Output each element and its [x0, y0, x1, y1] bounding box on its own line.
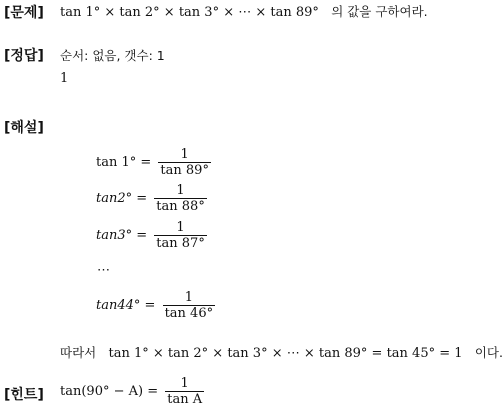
solution-line-2-lhs: tan2° = [96, 191, 148, 206]
solution-line-2-fraction [154, 183, 207, 214]
solution-line-1-lhs: tan 1° = [96, 155, 152, 170]
answer-meta: 순서: 없음, 갯수: 1 [60, 48, 165, 63]
solution-line-1-fraction [158, 147, 211, 178]
solution-line-3-fraction [154, 220, 207, 251]
solution-line-3-lhs: tan3° = [96, 228, 148, 243]
solution-label: [해설] [4, 120, 44, 136]
solution-line-2 [96, 183, 207, 214]
fraction-denominator: tan 87° [156, 236, 205, 251]
hint-lhs: tan(90° − A) = [60, 384, 159, 399]
solution-line-4-lhs: tan44° = [96, 298, 156, 313]
solution-line-1 [96, 147, 211, 178]
conclusion-suffix: 이다. [474, 345, 503, 360]
fraction-numerator: 1 [184, 290, 193, 305]
problem-label: [문제] [4, 5, 44, 21]
fraction-numerator: 1 [180, 376, 189, 391]
fraction-numerator: 1 [176, 183, 185, 198]
solution-conclusion [60, 343, 503, 361]
conclusion-prefix: 따라서 [60, 345, 97, 360]
fraction-numerator: 1 [176, 220, 185, 235]
problem-statement [60, 2, 428, 20]
solution-line-4 [96, 290, 215, 321]
solution-line-4-fraction [163, 290, 216, 321]
solution-ellipsis: ⋯ [97, 263, 110, 278]
fraction-denominator: tan A [167, 392, 203, 407]
answer-value: 1 [60, 71, 69, 86]
hint-formula [60, 376, 204, 407]
conclusion-expression: tan 1° × tan 2° × tan 3° × ⋯ × tan 89° = tan 45° = 1 [108, 346, 463, 361]
solution-line-3 [96, 220, 207, 251]
fraction-denominator: tan 46° [164, 306, 214, 321]
fraction-denominator: tan 89° [160, 163, 209, 178]
problem-text: 의 값을 구하여라. [331, 4, 428, 19]
hint-fraction [165, 376, 204, 407]
fraction-numerator: 1 [180, 147, 189, 162]
answer-label: [정답] [4, 48, 44, 64]
problem-expression: tan 1° × tan 2° × tan 3° × ⋯ × tan 89° [60, 5, 319, 20]
hint-label: [힌트] [4, 387, 44, 403]
fraction-denominator: tan 88° [156, 199, 205, 214]
